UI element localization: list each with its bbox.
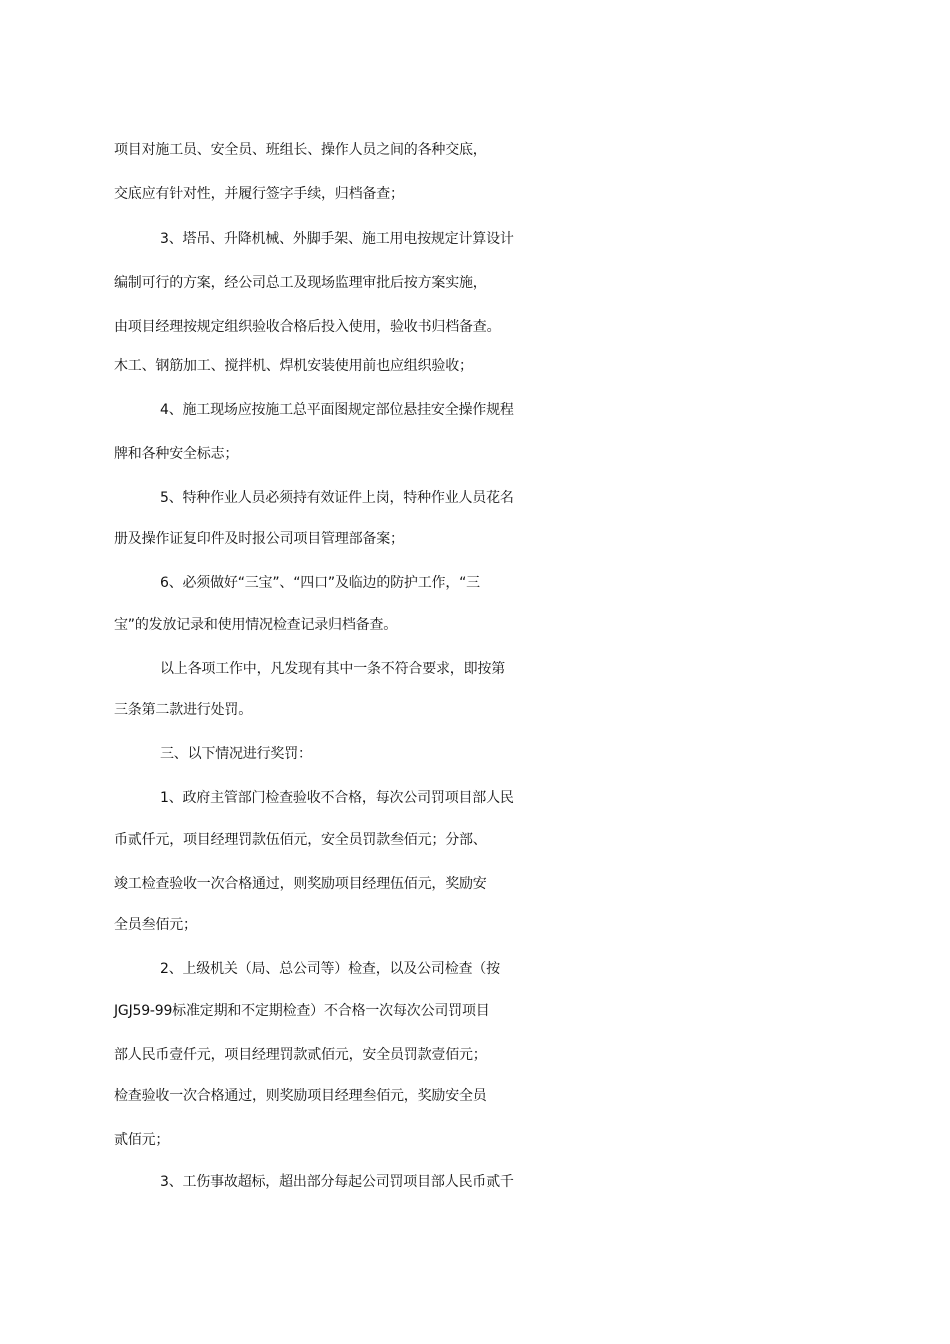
text-line: 贰佰元； <box>114 1132 170 1148</box>
text-line: 项目对施工员、安全员、班组长、操作人员之间的各种交底， <box>114 142 487 158</box>
text-line: 检查验收一次合格通过，则奖励项目经理叁佰元，奖励安全员 <box>114 1088 487 1104</box>
text-line: 全员叁佰元； <box>114 917 197 933</box>
text-line: 册及操作证复印件及时报公司项目管理部备案； <box>114 531 404 547</box>
text-line: 三、以下情况进行奖罚： <box>160 746 312 762</box>
text-line: 5、特种作业人员必须持有效证件上岗，特种作业人员花名 <box>160 490 514 506</box>
text-line: 三条第二款进行处罚。 <box>114 702 252 718</box>
text-line: 2、上级机关（局、总公司等）检查，以及公司检查（按 <box>160 961 500 977</box>
text-line: 3、工伤事故超标，超出部分每起公司罚项目部人民币贰千 <box>160 1174 514 1190</box>
text-line: 宝”的发放记录和使用情况检查记录归档备查。 <box>114 617 398 633</box>
text-line: 4、施工现场应按施工总平面图规定部位悬挂安全操作规程 <box>160 402 514 418</box>
text-line: 牌和各种安全标志； <box>114 446 239 462</box>
text-line: 3、塔吊、升降机械、外脚手架、施工用电按规定计算设计 <box>160 231 514 247</box>
text-line: 6、必须做好“三宝”、“四口”及临边的防护工作，“三 <box>160 575 480 591</box>
text-line: 由项目经理按规定组织验收合格后投入使用，验收书归档备查。 <box>114 319 501 335</box>
text-line: 币贰仟元，项目经理罚款伍佰元，安全员罚款叁佰元；分部、 <box>114 832 487 848</box>
text-line: 以上各项工作中，凡发现有其中一条不符合要求，即按第 <box>160 661 505 677</box>
text-line: 交底应有针对性，并履行签字手续，归档备查； <box>114 186 404 202</box>
text-line: JGJ59-99标准定期和不定期检查）不合格一次每次公司罚项目 <box>114 1003 490 1019</box>
text-line: 部人民币壹仟元，项目经理罚款贰佰元，安全员罚款壹佰元； <box>114 1047 487 1063</box>
text-line: 编制可行的方案，经公司总工及现场监理审批后按方案实施， <box>114 275 487 291</box>
text-line: 木工、钢筋加工、搅拌机、焊机安装使用前也应组织验收； <box>114 358 473 374</box>
text-line: 1、政府主管部门检查验收不合格，每次公司罚项目部人民 <box>160 790 514 806</box>
text-line: 竣工检查验收一次合格通过，则奖励项目经理伍佰元，奖励安 <box>114 876 487 892</box>
